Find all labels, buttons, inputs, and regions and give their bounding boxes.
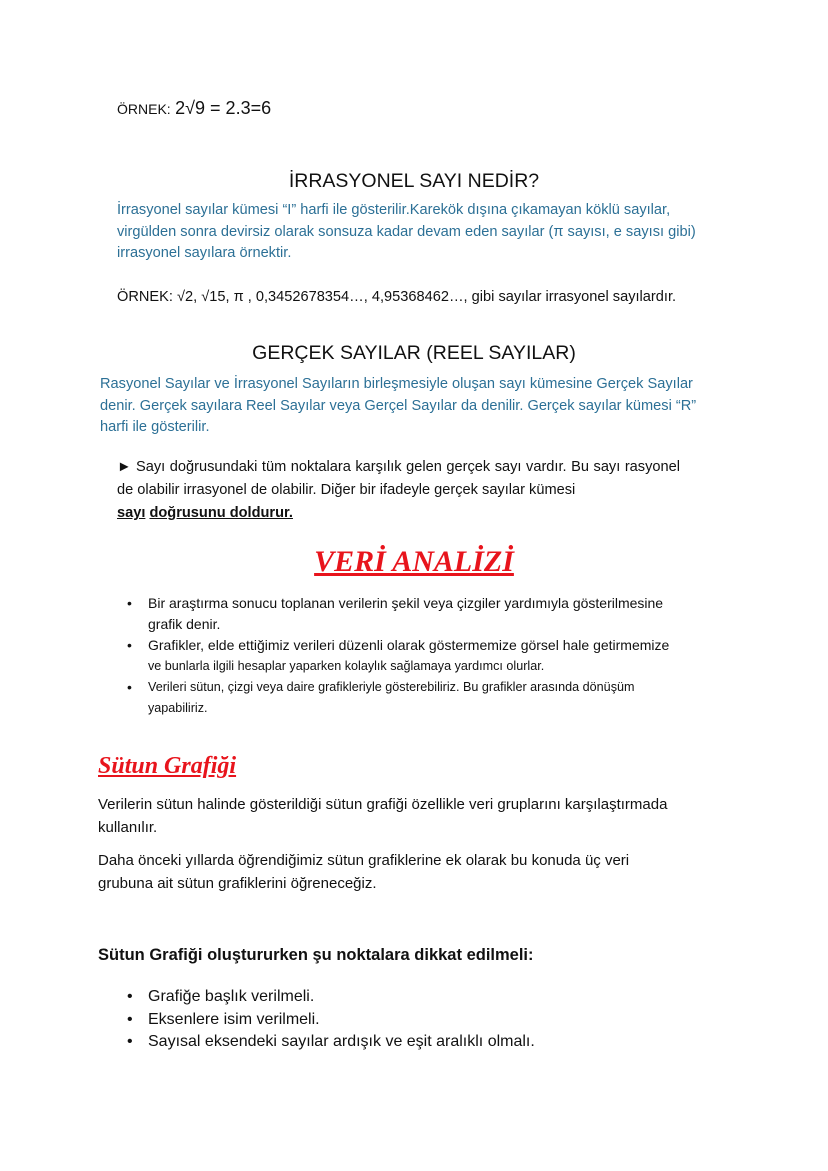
bullet-icon: •: [127, 637, 132, 653]
text-line: grafik denir.: [148, 616, 221, 632]
list-item: [127, 593, 669, 635]
text-line: irrasyonel sayılara örnektir.: [117, 245, 292, 261]
list-item: [127, 677, 669, 719]
bullet-icon: •: [127, 988, 133, 1005]
list-item: [127, 635, 670, 677]
text-line: İrrasyonel sayılar kümesi “I” harfi ile gösterilir.Karekök dışına çıkamayan köklü sayılar,: [117, 202, 671, 218]
rule-text: Eksenlere isim verilmeli.: [148, 1010, 320, 1028]
data-analysis-title: VERİ ANALİZİ: [314, 545, 514, 578]
example-label: ÖRNEK:: [117, 101, 171, 117]
note-emphasis: sayı: [117, 505, 146, 521]
text-line: Bir araştırma sonucu toplanan verilerin şekil veya çizgiler yardımıyla gösterilmesine: [148, 595, 664, 611]
rules-list: [127, 986, 535, 1054]
text-line: ve bunlarla ilgili hesaplar yaparken kolaylık sağlamaya yardımcı olurlar.: [148, 659, 545, 673]
rule-text: Grafiğe başlık verilmeli.: [148, 988, 315, 1005]
list-item: [127, 986, 535, 1009]
list-item: [127, 1009, 535, 1032]
text-line: Verileri sütun, çizgi veya daire grafikleriyle gösterebiliriz. Bu grafikler arasında dönüşüm: [148, 680, 635, 694]
note-text: Sayı doğrusundaki tüm noktalara karşılık gelen gerçek sayı vardır. Bu sayı rasyonel de olabilir irrasyonel de olabilir. Diğer bir ifadeyle gerçek sayılar kümesi: [117, 459, 680, 498]
text-line: Grafikler, elde ettiğimiz verileri düzenli olarak göstermemize görsel hale getirmemize: [148, 637, 670, 653]
bullet-icon: •: [127, 679, 132, 695]
bullet-icon: •: [127, 595, 132, 611]
example-expression: 2√9 = 2.3=6: [175, 98, 272, 118]
irrational-definition: [117, 200, 696, 265]
bullet-icon: •: [127, 1033, 133, 1050]
note-emphasis: doğrusunu doldurur.: [149, 505, 293, 521]
text-line: yapabiliriz.: [148, 701, 208, 715]
text-line: Rasyonel Sayılar ve İrrasyonel Sayıların birleşmesiyle oluşan sayı kümesine Gerçek Sayılar: [100, 376, 693, 392]
real-numbers-note: [117, 456, 680, 525]
example-1: [117, 98, 271, 119]
text-line: kullanılır.: [98, 819, 158, 836]
text-line: harfi ile gösterilir.: [100, 419, 210, 435]
arrow-marker-icon: ►: [117, 459, 132, 475]
bar-chart-title: Sütun Grafiği: [98, 753, 237, 779]
rules-heading: Sütun Grafiği oluştururken şu noktalara dikkat edilmeli:: [98, 946, 534, 964]
real-numbers-heading: GERÇEK SAYILAR (REEL SAYILAR): [252, 342, 576, 364]
real-numbers-definition: [100, 374, 696, 439]
bar-chart-paragraph-2: [98, 849, 629, 895]
text-line: Daha önceki yıllarda öğrendiğimiz sütun grafiklerine ek olarak bu konuda üç veri: [98, 852, 630, 869]
text-line: denir. Gerçek sayılara Reel Sayılar veya Gerçel Sayılar da denilir. Gerçek sayılar kümesi “R”: [100, 397, 697, 414]
text-line: Verilerin sütun halinde gösterildiği sütun grafiği özellikle veri gruplarını karşılaştırmada: [98, 796, 668, 813]
irrational-heading: İRRASYONEL SAYI NEDİR?: [288, 170, 540, 192]
text-line: virgülden sonra devirsiz olarak sonsuza kadar devam eden sayılar (π sayısı, e sayısı gibi): [117, 223, 696, 240]
rule-text: Sayısal eksendeki sayılar ardışık ve eşit aralıklı olmalı.: [148, 1033, 535, 1050]
bullet-icon: •: [127, 1010, 133, 1028]
text-line: grubuna ait sütun grafiklerini öğreneceğiz.: [98, 875, 377, 892]
data-analysis-list: [127, 593, 670, 719]
irrational-example: ÖRNEK: √2, √15, π , 0,3452678354…, 4,95368462…, gibi sayılar irrasyonel sayılardır.: [117, 289, 677, 305]
list-item: [127, 1031, 535, 1054]
bar-chart-paragraph-1: [98, 793, 667, 839]
